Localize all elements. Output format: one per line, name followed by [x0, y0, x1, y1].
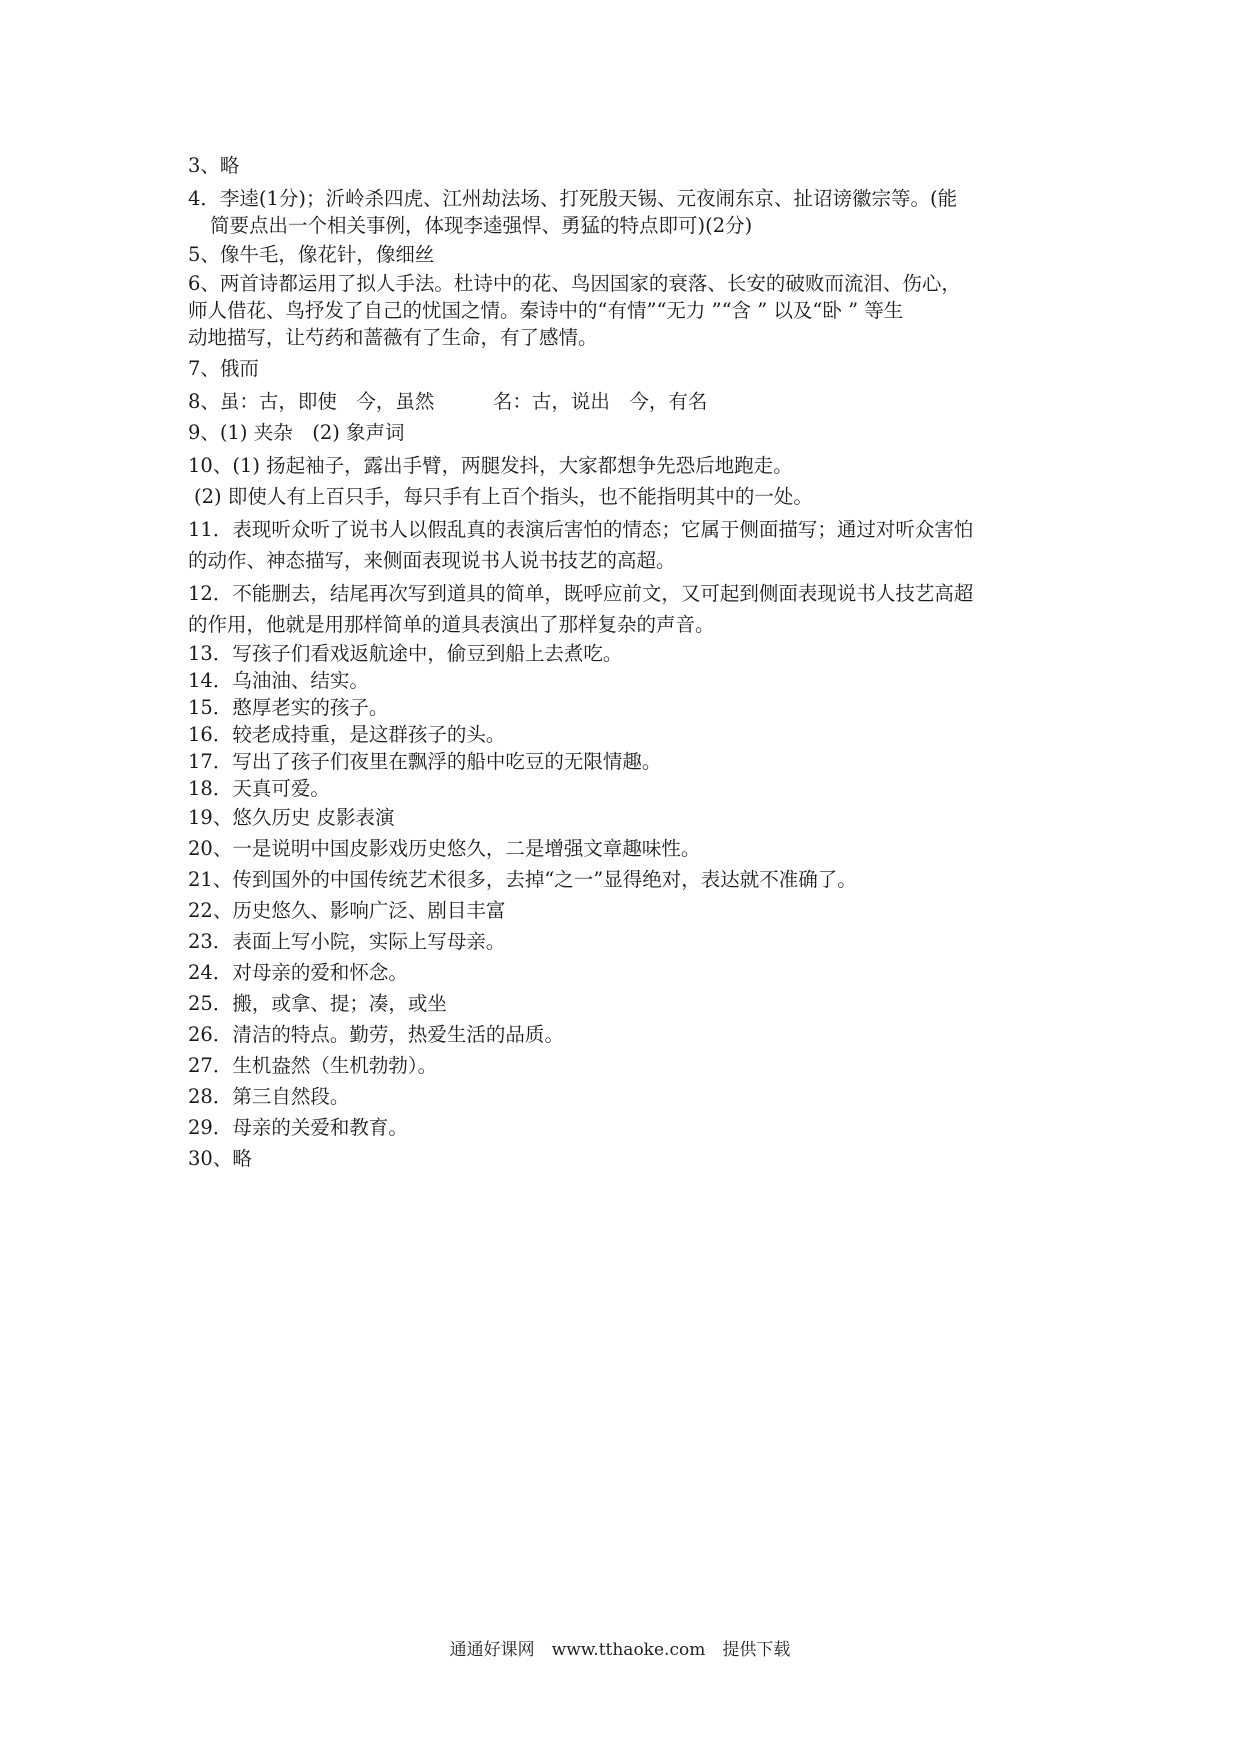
answer-line: 22、历史悠久、影响广泛、剧目丰富 [188, 899, 506, 922]
answer-line: 5、像牛毛，像花针，像细丝 [188, 243, 435, 266]
answer-line: 简要点出一个相关事例，体现李逵强悍、勇猛的特点即可)(2分) [210, 214, 753, 237]
answer-line: 19、悠久历史 皮影表演 [188, 806, 395, 829]
answer-line: (2) 即使人有上百只手，每只手有上百个指头，也不能指明其中的一处。 [194, 485, 813, 508]
answer-line: 15．憨厚老实的孩子。 [188, 696, 389, 719]
answer-line: 9、(1) 夹杂 (2) 象声词 [188, 421, 405, 444]
answer-line: 24．对母亲的爱和怀念。 [188, 961, 408, 984]
answer-line: 18．天真可爱。 [188, 777, 330, 800]
answer-list [188, 150, 1068, 1174]
answer-line: 7、俄而 [188, 357, 259, 380]
answer-line: 13．写孩子们看戏返航途中，偷豆到船上去煮吃。 [188, 642, 623, 665]
answer-line: 4．李逵(1分)；沂岭杀四虎、江州劫法场、打死殷天锡、元夜闹东京、扯诏谤徽宗等。(能 [188, 187, 958, 210]
answer-line: 8、虽：古，即使 今，虽然 名：古，说出 今，有名 [188, 390, 708, 413]
answer-line: 27．生机盎然（生机勃勃）。 [188, 1054, 438, 1077]
answer-line: 16．较老成持重，是这群孩子的头。 [188, 723, 506, 746]
answer-line: 21、传到国外的中国传统艺术很多，去掉“之一”显得绝对，表达就不准确了。 [188, 868, 857, 891]
answer-line: 17．写出了孩子们夜里在飘浮的船中吃豆的无限情趣。 [188, 750, 662, 773]
answer-line: 25．搬，或拿、提；凑，或坐 [188, 992, 447, 1015]
answer-line: 14．乌油油、结实。 [188, 669, 369, 692]
answer-line: 30、略 [188, 1147, 252, 1170]
answer-line: 师人借花、鸟抒发了自己的忧国之情。秦诗中的“有情”“无力 ”“含 ” 以及“卧 ” 等生 [188, 299, 904, 322]
answer-line: 26．清洁的特点。勤劳，热爱生活的品质。 [188, 1023, 564, 1046]
answer-line: 12．不能删去，结尾再次写到道具的简单，既呼应前文，又可起到侧面表现说书人技艺高超 [188, 582, 974, 605]
answer-line: 28．第三自然段。 [188, 1085, 350, 1108]
answer-line: 23．表面上写小院，实际上写母亲。 [188, 930, 506, 953]
answer-line: 的动作、神态描写，来侧面表现说书人说书技艺的高超。 [188, 549, 676, 572]
answer-line: 10、(1) 扬起袖子，露出手臂，两腿发抖，大家都想争先恐后地跑走。 [188, 454, 793, 477]
answer-line: 11．表现听众听了说书人以假乱真的表演后害怕的情态；它属于侧面描写；通过对听众害怕 [188, 518, 974, 541]
answer-line: 动地描写，让芍药和蔷薇有了生命，有了感情。 [188, 326, 598, 349]
page-footer: 通通好课网 www.tthaoke.com 提供下载 [449, 1640, 791, 1660]
answer-line: 的作用，他就是用那样简单的道具表演出了那样复杂的声音。 [188, 613, 715, 636]
answer-line: 6、两首诗都运用了拟人手法。杜诗中的花、鸟因国家的衰落、长安的破败而流泪、伤心， [188, 272, 961, 295]
answer-line: 3、略 [188, 154, 240, 177]
answer-line: 20、一是说明中国皮影戏历史悠久，二是增强文章趣味性。 [188, 837, 701, 860]
answer-line: 29．母亲的关爱和教育。 [188, 1116, 408, 1139]
